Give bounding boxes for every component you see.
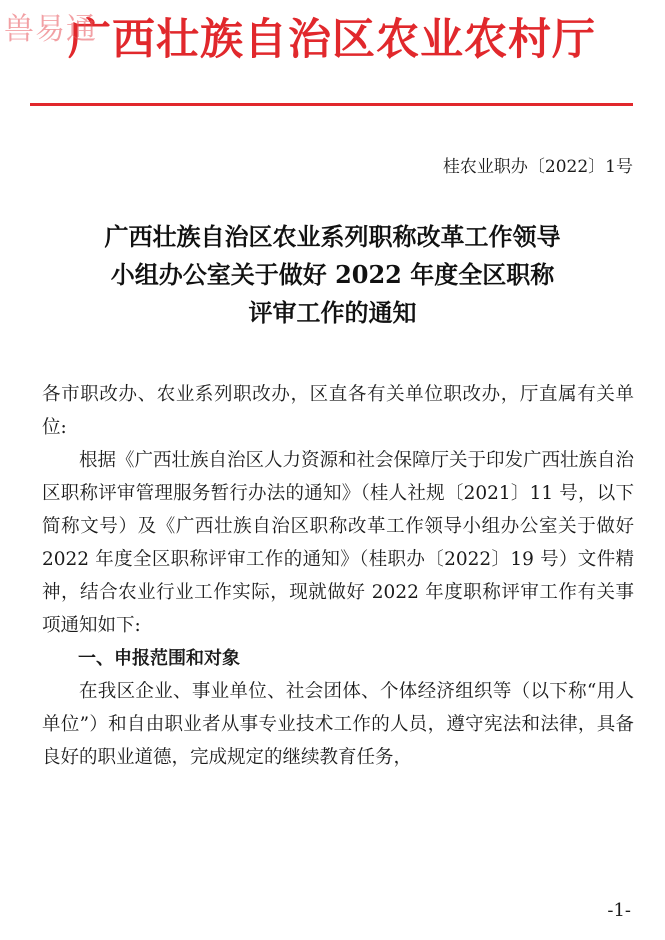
title-line-1: 广西壮族自治区农业系列职称改革工作领导	[104, 222, 561, 251]
document-body	[42, 378, 634, 774]
salutation: 各市职改办、农业系列职改办，区直各有关单位职改办，厅直属有关单位:	[42, 384, 634, 438]
document-number: 桂农业职办〔2022〕1号	[442, 157, 633, 177]
page-number: -1-	[607, 900, 631, 921]
masthead-red-divider	[30, 103, 633, 106]
watermark-stamp: 兽易通	[4, 12, 97, 47]
paragraph-scope: 在我区企业、事业单位、社会团体、个体经济组织等（以下称“用人单位”）和自由职业者从事专业技术工作的人员，遵守宪法和法律，具备良好的职业道德，完成规定的继续教育任务，	[42, 681, 634, 768]
masthead-org-name: 广西壮族自治区农业农村厅	[68, 15, 596, 65]
title-line-2: 小组办公室关于做好 2022 年度全区职称	[110, 260, 555, 289]
section-heading-1: 一、申报范围和对象	[78, 648, 240, 669]
title-line-3: 评审工作的通知	[248, 298, 417, 327]
paragraph-basis: 根据《广西壮族自治区人力资源和社会保障厅关于印发广西壮族自治区职称评审管理服务暂行办法的通知》（桂人社规〔2021〕11 号，以下简称文号）及《广西壮族自治区职称改革工作领导小组办公室关于做好 2022 年度全区职称评审工作的通知》（桂职办〔2022〕19 号）文件精神，结合农业行业工作实际，现就做好 2022 年度职称评审工作有关事项通知如下:	[42, 450, 635, 636]
document-title	[30, 218, 635, 332]
